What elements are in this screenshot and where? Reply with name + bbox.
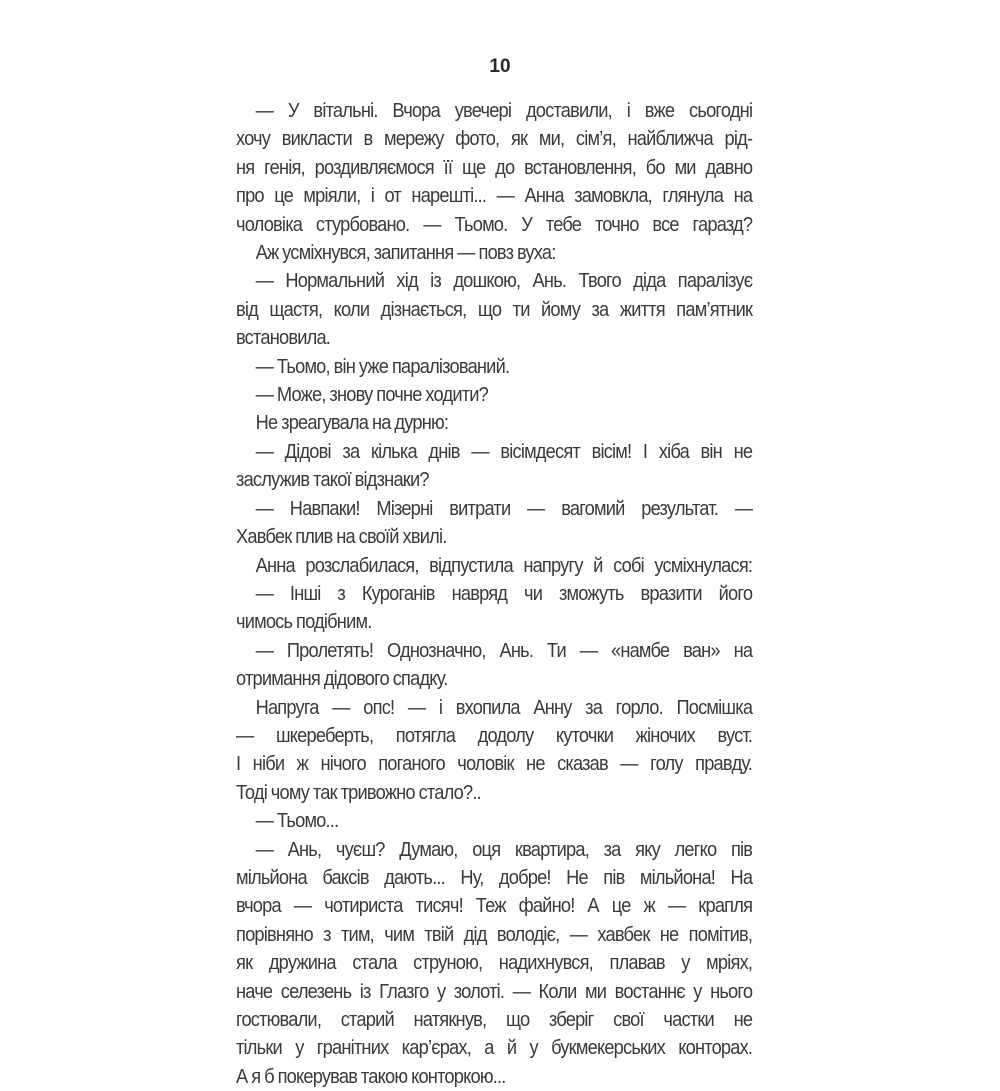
text-line: заслужив такої відзнаки?	[236, 468, 429, 492]
page-number: 10	[489, 56, 511, 77]
body-text	[236, 97, 753, 1091]
text-line: — Ань, чуєш? Думаю, оця квартира, за яку легко пів	[255, 837, 753, 861]
text-line: про це мріяли, і от нарешті... — Анна замовкла, глянула на	[236, 184, 753, 208]
text-line: — Інші з Куроганів навряд чи зможуть вразити його	[255, 581, 753, 605]
text-line: — Тьомо, він уже паралізований.	[255, 354, 510, 378]
text-line: отримання дідового спадку.	[236, 667, 448, 691]
text-line: Тоді чому так тривожно стало?..	[236, 780, 481, 804]
text-line: чоловіка стурбовано. — Тьомо. У тебе точно все гаразд?	[236, 212, 753, 236]
text-line: — Дідові за кілька днів — вісімдесят вісім! І хіба він не	[255, 439, 753, 463]
text-line: — Навпаки! Мізерні витрати — вагомий результат. —	[255, 496, 753, 520]
text-line: Хавбек плив на своїй хвилі.	[236, 525, 447, 549]
text-line: Не зреагувала на дурню:	[255, 411, 449, 435]
text-line: Аж усміхнувся, запитання — повз вуха:	[255, 241, 556, 265]
text-line: наче селезень із Глазго у золоті. — Коли ми востаннє у нього	[236, 979, 753, 1003]
text-line: Анна розслабилася, відпустила напругу й собі усміхнулася:	[255, 553, 753, 577]
text-line: як дружина стала струною, надихнувся, плавав у мріях,	[236, 951, 753, 975]
text-line: І ніби ж нічого поганого чоловік не сказав — голу правду.	[236, 752, 753, 776]
text-line: хочу викласти в мережу фото, як ми, сім’я, найближча рід-	[236, 127, 753, 151]
text-line: від щастя, коли дізнається, що ти йому за життя пам’ятник	[236, 297, 753, 321]
text-line: — Може, знову почне ходити?	[255, 383, 489, 407]
text-line: ня генія, роздивляємося її ще до встановлення, бо ми давно	[236, 155, 753, 179]
text-line: — шкереберть, потягла додолу куточки жіночих вуст.	[236, 723, 753, 747]
text-line: мільйона баксів дають... Ну, добре! Не пів мільйона! На	[236, 865, 753, 889]
text-line: — Тьомо...	[255, 809, 339, 833]
text-line: — Пролетять! Однозначно, Ань. Ти — «намбе ван» на	[255, 638, 753, 662]
text-line: тільки у гранітних кар’єрах, а й у букмекерських конторах.	[236, 1036, 753, 1060]
text-line: встановила.	[236, 326, 331, 350]
text-line: — Нормальний хід із дошкою, Ань. Твого діда паралізує	[255, 269, 753, 293]
text-line: Напруга — опс! — і вхопила Анну за горло. Посмішка	[255, 695, 753, 719]
text-line: — У вітальні. Вчора увечері доставили, і вже сьогодні	[255, 99, 753, 122]
text-line: А я б покерував такою конторкою...	[236, 1064, 506, 1088]
text-line: гостювали, старий натякнув, що зберіг свої частки не	[236, 1008, 753, 1031]
text-line: чимось подібним.	[236, 610, 372, 634]
text-line: порівняно з тим, чим твій дід володіє, — хавбек не помітив,	[236, 922, 753, 946]
text-line: вчора — чотириста тисяч! Теж файно! А це ж — крапля	[236, 894, 753, 918]
